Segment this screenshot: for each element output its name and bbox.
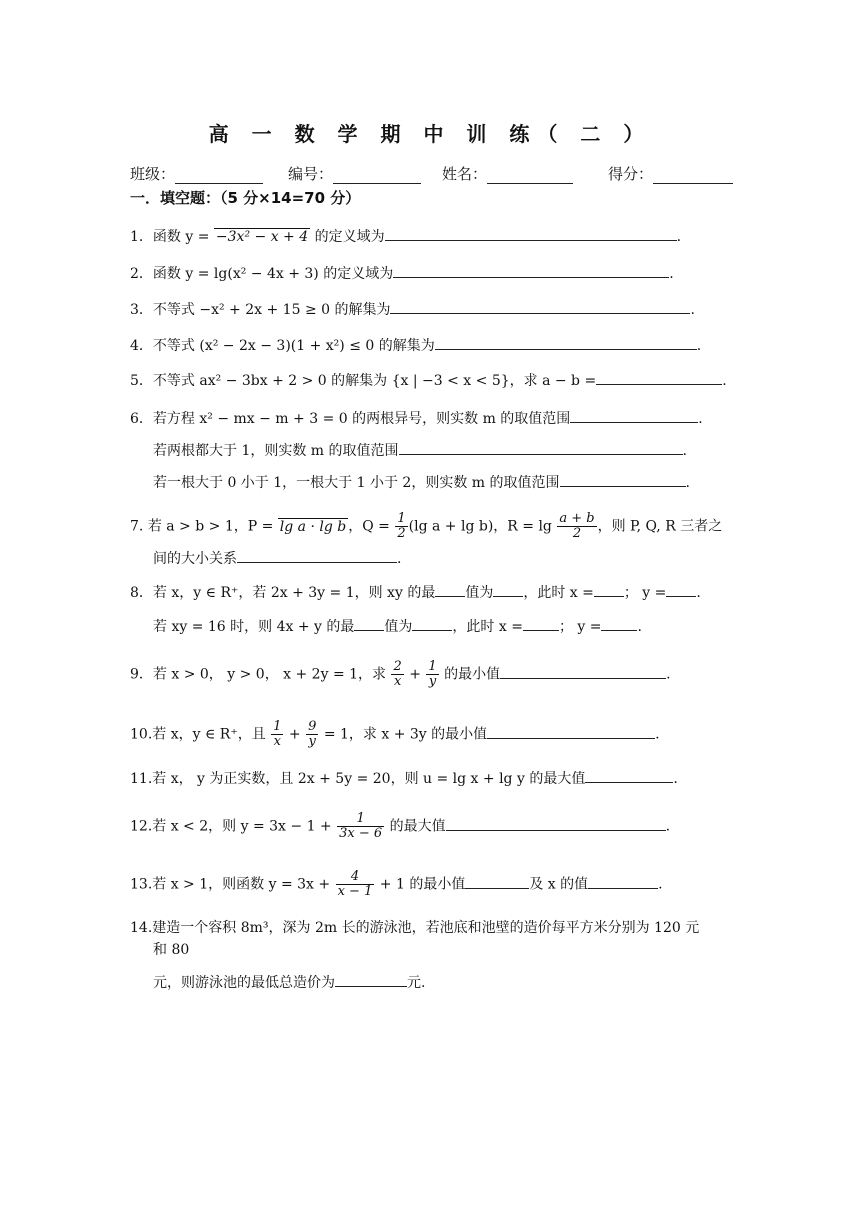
answer-blank-7[interactable]	[237, 548, 397, 563]
question-text: 的最小值	[439, 666, 501, 683]
denominator: 2	[572, 526, 582, 541]
answer-blank-13b[interactable]	[588, 874, 658, 889]
fraction	[557, 512, 596, 541]
question-1	[130, 226, 730, 247]
numerator: 1	[273, 719, 282, 734]
section-heading: 一．填空题：（5 分×14=70 分）	[130, 189, 361, 207]
answer-blank-8b[interactable]	[493, 582, 523, 597]
period: .	[690, 302, 695, 318]
question-5	[130, 370, 730, 391]
numerator: 4	[336, 870, 375, 885]
question-number: 14.	[130, 920, 153, 936]
question-number: 11.	[130, 771, 153, 787]
answer-blank-8c[interactable]	[594, 582, 624, 597]
denominator: x − 1	[337, 884, 373, 899]
question-number: 1．	[130, 229, 153, 245]
question-text: 及 x 的值	[529, 876, 589, 893]
question-text: 若 a > b > 1，P =	[147, 518, 278, 535]
question-number: 10.	[130, 726, 153, 743]
period: .	[696, 585, 701, 601]
numerator: 1	[428, 659, 437, 674]
question-7-part-2	[153, 548, 753, 569]
period: .	[696, 338, 702, 354]
fraction	[395, 512, 407, 541]
denominator: x	[393, 674, 402, 689]
answer-blank-3[interactable]	[390, 299, 690, 314]
question-text: ； y =	[623, 585, 667, 601]
period: .	[722, 373, 727, 389]
question-text: 和 80	[153, 942, 190, 958]
question-text: 元，则游泳池的最低总造价为	[153, 975, 335, 991]
answer-blank-1[interactable]	[385, 226, 677, 241]
numerator: a + b	[559, 511, 595, 526]
question-10	[130, 720, 730, 749]
denominator: y	[428, 674, 437, 689]
question-8	[130, 582, 730, 603]
answer-blank-10[interactable]	[487, 724, 655, 739]
period: .	[655, 726, 660, 743]
class-label: 班级：	[130, 165, 176, 183]
numerator: 9	[308, 719, 317, 734]
question-text: 值为	[384, 619, 413, 635]
answer-blank-5[interactable]	[596, 370, 722, 385]
question-text: ，此时 x =	[523, 585, 594, 601]
question-6-part-3	[153, 472, 753, 493]
answer-blank-8d[interactable]	[666, 582, 696, 597]
question-number: 7.	[130, 518, 144, 535]
answer-blank-9[interactable]	[500, 664, 666, 679]
question-text: 若 x < 2，则 y = 3x − 1 +	[152, 818, 337, 835]
class-blank[interactable]	[175, 169, 263, 184]
fraction	[391, 660, 403, 689]
question-number: 9．	[130, 666, 153, 683]
answer-blank-6a[interactable]	[570, 408, 698, 423]
question-number: 13.	[130, 876, 153, 893]
period: .	[658, 876, 663, 893]
question-text: = 1，求 x + 3y 的最小值	[319, 726, 488, 743]
number-blank[interactable]	[333, 169, 421, 184]
question-text: 若一根大于 0 小于 1，一根大于 1 小于 2，则实数 m 的取值范围	[153, 475, 560, 491]
name-field	[442, 163, 573, 184]
question-8-part-2	[153, 616, 753, 637]
period: .	[673, 771, 678, 787]
question-text: ； y =	[558, 619, 602, 635]
question-6-part-2	[153, 440, 753, 461]
fraction	[336, 870, 375, 899]
answer-blank-8e[interactable]	[354, 616, 384, 631]
question-text: 若 x > 1，则函数 y = 3x +	[152, 876, 335, 893]
answer-blank-12[interactable]	[446, 816, 666, 831]
denominator: 2	[397, 526, 406, 541]
answer-blank-4[interactable]	[435, 335, 697, 350]
period: .	[665, 818, 671, 835]
answer-blank-8a[interactable]	[435, 582, 465, 597]
page-title: 高 一 数 学 期 中 训 练（ 二 ）	[208, 122, 652, 146]
period: .	[682, 443, 687, 459]
answer-blank-6b[interactable]	[399, 440, 683, 455]
number-label: 编号：	[288, 165, 334, 183]
question-3	[130, 299, 730, 320]
number-field	[288, 163, 421, 184]
answer-blank-8h[interactable]	[601, 616, 637, 631]
question-12	[130, 812, 730, 841]
fraction	[337, 812, 384, 841]
numerator: 1	[337, 812, 384, 827]
question-11	[130, 768, 730, 789]
question-14	[130, 918, 730, 938]
answer-blank-13a[interactable]	[465, 874, 529, 889]
name-blank[interactable]	[487, 169, 573, 184]
question-13	[130, 870, 730, 899]
question-text: 的最大值	[385, 818, 446, 835]
question-7	[130, 512, 730, 541]
denominator: x	[273, 734, 281, 749]
question-text: 值为	[465, 585, 494, 601]
question-text: 建造一个容积 8m³，深为 2m 长的游泳池，若池底和池壁的造价每平方米分别为 120 元	[152, 920, 700, 936]
period: .	[397, 551, 402, 567]
question-text: 函数 y = lg(x² − 4x + 3) 的定义域为	[152, 266, 394, 282]
question-number: 3．	[130, 302, 153, 318]
question-number: 4．	[130, 338, 153, 354]
period: .	[666, 666, 671, 683]
sqrt-expression: lg a · lg b	[279, 518, 347, 535]
fraction	[426, 660, 438, 689]
answer-blank-8g[interactable]	[523, 616, 559, 631]
question-text: 若方程 x² − mx − m + 3 = 0 的两根异号，则实数 m 的取值范围	[152, 411, 571, 427]
name-label: 姓名：	[442, 165, 488, 183]
question-number: 2．	[130, 266, 153, 282]
answer-blank-11[interactable]	[585, 768, 673, 783]
question-2	[130, 263, 730, 284]
plus-sign: +	[284, 726, 306, 743]
question-6	[130, 408, 730, 429]
denominator: y	[308, 734, 316, 749]
fraction	[306, 720, 318, 749]
score-field	[608, 163, 733, 184]
period: .	[698, 411, 703, 427]
question-number: 12.	[130, 818, 153, 835]
class-field	[130, 163, 263, 184]
question-text: + 1 的最小值	[375, 876, 466, 893]
question-number: 8．	[130, 585, 153, 601]
sqrt-expression: −3x² − x + 4	[215, 229, 309, 245]
question-text: 若 x，y ∈ R⁺，且	[152, 726, 271, 743]
answer-blank-6c[interactable]	[560, 472, 686, 487]
question-text: 若 x，y ∈ R⁺，若 2x + 3y = 1，则 xy 的最	[152, 585, 436, 601]
question-text: ，则 P, Q, R 三者之	[597, 518, 723, 535]
question-text: 不等式 −x² + 2x + 15 ≥ 0 的解集为	[152, 302, 391, 318]
question-text: 的定义域为	[310, 229, 385, 245]
question-text: 不等式 (x² − 2x − 3)(1 + x²) ≤ 0 的解集为	[152, 338, 435, 354]
question-text: 元.	[407, 975, 426, 991]
score-label: 得分：	[608, 165, 654, 183]
question-number: 6．	[130, 411, 153, 427]
period: .	[685, 475, 690, 491]
numerator: 1	[397, 511, 406, 526]
denominator: 3x − 6	[339, 826, 383, 841]
fraction	[271, 720, 283, 749]
period: .	[669, 266, 674, 282]
answer-blank-14[interactable]	[335, 972, 407, 987]
question-text: 函数 y =	[152, 229, 214, 245]
question-text: 间的大小关系	[153, 551, 237, 567]
period: .	[637, 619, 642, 635]
numerator: 2	[393, 659, 402, 674]
question-text: 若两根都大于 1，则实数 m 的取值范围	[153, 443, 399, 459]
period: .	[676, 229, 682, 245]
question-14-part-2	[153, 940, 753, 960]
score-blank[interactable]	[653, 169, 733, 184]
question-text: (lg a + lg b)，R = lg	[408, 518, 557, 535]
question-9	[130, 660, 730, 689]
answer-blank-2[interactable]	[393, 263, 669, 278]
question-number: 5．	[130, 373, 153, 389]
question-text: 若 x > 0， y > 0， x + 2y = 1，求	[152, 666, 391, 683]
question-text: 不等式 ax² − 3bx + 2 > 0 的解集为 {x | −3 < x < 5}，求 a − b =	[152, 373, 597, 389]
question-text: 若 x， y 为正实数，且 2x + 5y = 20，则 u = lg x + lg y 的最大值	[152, 771, 586, 787]
question-text: ，此时 x =	[452, 619, 523, 635]
question-4	[130, 335, 730, 356]
answer-blank-8f[interactable]	[412, 616, 452, 631]
plus-sign: +	[404, 666, 426, 683]
question-14-part-3	[153, 972, 753, 993]
question-text: ，Q =	[348, 518, 395, 535]
question-text: 若 xy = 16 时，则 4x + y 的最	[153, 619, 355, 635]
